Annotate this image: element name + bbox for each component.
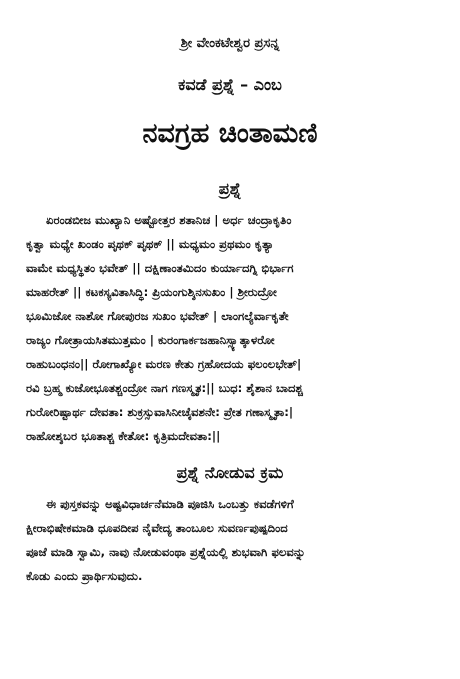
verse-paragraph <box>26 208 434 448</box>
verse-line: ರಾಜ್ಯಂ ಗೋತ್ರಾಯಸಿತಮುತ್ತಮಂ | ಕುರಂಗಾರ್ಕಜಹಾನಿಸ್ಸ್ಯಾತ್ಕಾಳರೋ <box>26 333 275 347</box>
method-line: ಕ್ಷೀರಾಭಿಷೇಕಮಾಡಿ ಧೂಪದೀಪ ನೈವೇದ್ಯ ತಾಂಬೂಲ ಸುವರ್ಣಪುಷ್ಪದಿಂದ <box>26 521 288 535</box>
section-heading-prashne: ಪ್ರಶ್ನೆ <box>218 179 242 198</box>
verse-line: ಭೂಮಿಜೋ ನಾಶೋ ಗೋಪುರಜ ಸುಖಂ ಭವೇತ್ | ಲಾಂಗಲ್ಯೆರ್ವಾಕೃತೇ <box>26 309 289 323</box>
method-paragraph <box>26 492 434 588</box>
book-title: ನವಗ್ರಹ ಚಿಂತಾಮಣಿ <box>142 118 318 149</box>
verse-line: ರಾಹೋಶ್ಶಬರ ಭೂತಾಶ್ಚ ಕೇತೋ: ಕೃತ್ರಿಮದೇವತಾ:|| <box>26 429 221 443</box>
book-subtitle: ಕವಡೆ ಪ್ರಶ್ನೆ – ಎಂಬ <box>178 75 282 94</box>
verse-line: ಮಾಹರೇತ್ || ಕಟಕಸ್ಯವಿತಾಸಿದ್ಧಿ: ಪ್ರಿಯಂಗುಶ್ಶಿನಸುಖಂ | ಶ್ರೀರುದ್ರೋ <box>26 285 277 299</box>
verse-line: ರವಿ ಬ್ರಹ್ಮ ಕುಜೋಭೂತಶ್ಚಂದ್ರೋ ನಾಗ ಗಣಸ್ಮೃತ:|| ಬುಧ: ಶೈಶಾನ ಬಾದಶ್ಚ <box>26 381 303 395</box>
verse-line: ಗುರೋರಿಷ್ಟಾರ್ಥ ದೇವತಾ: ಶುಕ್ರಸ್ಸುವಾಸಿನೀಚೈವಶನೇ: ಪ್ರೇತ ಗಣಾಸ್ಮೃತಾ:| <box>26 405 294 419</box>
method-line: ಪೂಜೆ ಮಾಡಿ ಸ್ವಾಮಿ, ನಾವು ನೋಡುವಂಥಾ ಪ್ರಶ್ನೆಯಲ್ಲಿ ಶುಭವಾಗಿ ಫಲವನ್ನು <box>26 545 306 559</box>
verse-line: ಏರಂಡಬೀಜ ಮುಖ್ಯಾನಿ ಅಷ್ಟೋತ್ತರ ಶತಾನಿಚ | ಅರ್ಧ ಚಂದ್ರಾಕೃತಿಂ <box>46 213 292 227</box>
method-line: ಕೊಡು ಎಂದು ಪ್ರಾರ್ಥಿಸುವುದು. <box>26 569 143 583</box>
method-line: ಈ ಪುಸ್ತಕವನ್ನು ಅಷ್ಟವಿಧಾರ್ಚನೆಮಾಡಿ ಪೂಜಿಸಿ ಒಂಬತ್ತು ಕವಡೆಗಳಿಗೆ <box>46 497 294 511</box>
verse-line: ಕೃತ್ವಾ ಮಧ್ಯೇ ಖಂಡಂ ಪೃಥಕ್ ಪೃಥಕ್ || ಮಧ್ಯಮಂ ಪ್ರಥಮಂ ಕೃತ್ಯಾ <box>26 237 274 251</box>
invocation-line: ಶ್ರೀ ವೇಂಕಟೇಶ್ವರ ಪ್ರಸನ್ನ <box>180 36 280 51</box>
section-heading-method: ಪ್ರಶ್ನೆ ನೋಡುವ ಕ್ರಮ <box>176 463 284 482</box>
verse-line: ವಾಮೇ ಮಧ್ಯಸ್ಥಿತಂ ಭವೇತ್ || ದಕ್ಷಿಣಾಂತಮಿದಂ ಕುರ್ಯಾದಗ್ನಿ ಭಿರ್ಭಾಗ <box>26 261 294 275</box>
verse-line: ರಾಹುಬಂಧನಂ|| ರೋಗಾಖ್ಯೋ ಮರಣ ಕೇತು ಗ್ರಹೋದಯ ಫಲಂಲಭೇತ್| <box>26 357 302 371</box>
